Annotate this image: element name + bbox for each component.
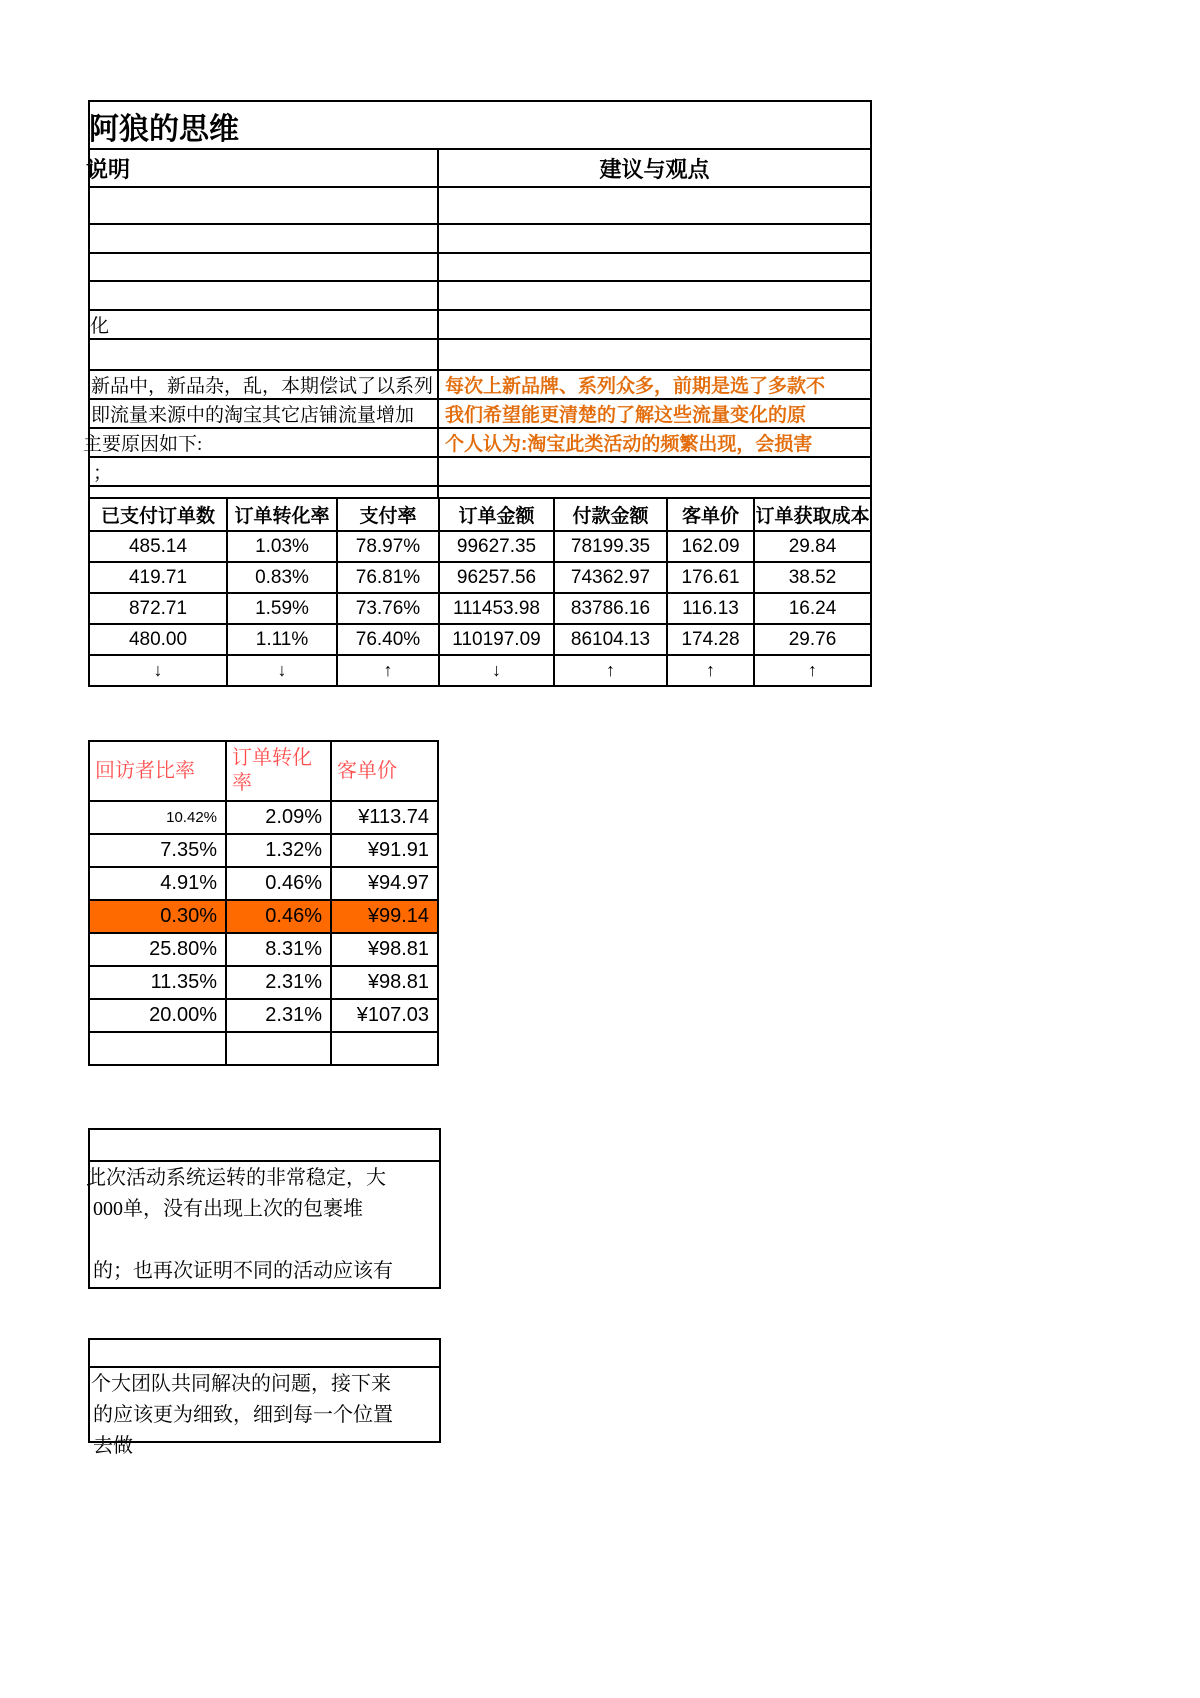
trend-arrow: ↑ [667,655,754,686]
data-cell: ¥107.03 [331,999,438,1032]
trend-arrow: ↓ [227,655,337,686]
trend-row [89,655,871,686]
data-cell: ¥99.14 [331,900,438,933]
page-title [89,101,871,149]
data-cell: 74362.97 [554,562,667,593]
cell [90,1340,439,1368]
title-row [89,101,871,149]
cell [438,253,871,281]
remark-line: 的应该更为细致，细到每一个位置 [93,1404,393,1426]
data-cell: 8.31% [226,933,331,966]
note-left-text: 新品中，新品杂，乱，本期偿试了以系列 [91,376,434,397]
data-cell: 1.32% [226,834,331,867]
col-header: 回访者比率 [89,741,226,801]
note-left-cell [83,428,438,457]
data-cell: 83786.16 [554,593,667,624]
table-row [89,593,871,624]
data-cell: 86104.13 [554,624,667,655]
table-row [89,531,871,562]
clipped-text: 化 [90,316,110,337]
col-header: 客单价 [331,741,438,801]
remark-text: 个大团队共同解决的问题，接下来 [91,1373,391,1395]
cell [90,1130,439,1162]
data-cell: 78.97% [337,531,439,562]
empty-row [89,1032,438,1065]
remark-paragraph [90,1368,439,1457]
data-cell: 76.40% [337,624,439,655]
suggestion-cell: 每次上新品牌、系列众多，前期是选了多款不 [438,370,871,399]
remark-line-clipped: 去做 [93,1435,133,1457]
cell [89,253,438,281]
data-cell: 78199.35 [554,531,667,562]
remark-line-blank [93,1225,439,1256]
remark-line: 的；也再次证明不同的活动应该有 [93,1260,393,1282]
remark-paragraph [86,1162,439,1287]
data-cell: 96257.56 [439,562,554,593]
data-cell: 25.80% [89,933,226,966]
table-row [89,867,438,900]
remark-line: 000单，没有出现上次的包裹堆 [93,1198,363,1220]
cell [89,281,438,310]
cell [438,224,871,253]
data-cell: 29.76 [754,624,871,655]
data-cell: ¥98.81 [331,966,438,999]
table-row [89,999,438,1032]
data-cell: 0.30% [89,900,226,933]
data-cell: 0.46% [226,867,331,900]
cell [89,224,438,253]
data-cell: 38.52 [754,562,871,593]
data-cell: 1.59% [227,593,337,624]
cell [438,339,871,370]
clipped-text-cell [89,310,438,339]
col-header: 订单金额 [439,498,554,531]
remark-line [86,1163,439,1194]
col-header: 订单转化率 [227,498,337,531]
data-cell: 162.09 [667,531,754,562]
cell [89,187,438,224]
data-cell: 99627.35 [439,531,554,562]
section-header-right: 建议与观点 [438,149,871,187]
col-header: 客单价 [667,498,754,531]
data-cell: 485.14 [89,531,227,562]
trend-arrow: ↑ [554,655,667,686]
data-cell: ¥113.74 [331,801,438,834]
cell [89,339,438,370]
comparison-header-row [89,741,438,801]
data-cell: 174.28 [667,624,754,655]
table-row [89,624,871,655]
data-cell: 29.84 [754,531,871,562]
note-row [89,370,871,399]
data-cell: 872.71 [89,593,227,624]
data-cell: ¥91.91 [331,834,438,867]
data-cell: 116.13 [667,593,754,624]
col-header: 支付率 [337,498,439,531]
data-cell: 419.71 [89,562,227,593]
trend-arrow: ↓ [89,655,227,686]
trend-arrow: ↓ [439,655,554,686]
section-header-left [86,149,438,187]
comparison-table [88,740,439,1066]
data-cell: 73.76% [337,593,439,624]
note-row [89,457,871,486]
cell [226,1032,331,1065]
remark-line [93,1369,439,1400]
remark-block-1 [88,1128,441,1289]
section-header-row [89,149,871,187]
data-cell: 7.35% [89,834,226,867]
suggestion-cell: 个人认为:淘宝此类活动的频繁出现，会损害 [438,428,871,457]
note-left-cell: ； [89,457,438,486]
remark-text: 此次活动系统运转的非常稳定，大 [86,1167,386,1189]
data-cell: 4.91% [89,867,226,900]
cell [89,1032,226,1065]
trend-arrow: ↑ [754,655,871,686]
data-cell: ¥98.81 [331,933,438,966]
metrics-header-row [89,498,871,531]
page-title-text: 阿狼的思维 [89,113,239,146]
data-cell: 480.00 [89,624,227,655]
table-row [89,933,438,966]
section-header-left-text: 说明 [86,156,131,182]
note-row [89,428,871,457]
cell [438,310,871,339]
data-cell: 16.24 [754,593,871,624]
cell [438,457,871,486]
col-header: 订单转化率 [226,741,331,801]
data-cell: 20.00% [89,999,226,1032]
data-cell: 76.81% [337,562,439,593]
top-section [83,100,872,504]
table-row [89,562,871,593]
cell [331,1032,438,1065]
note-left-text: 主要原因如下: [83,434,203,455]
table-row [89,801,438,834]
cell [438,187,871,224]
data-cell: 1.11% [227,624,337,655]
remark-block-2 [88,1338,441,1457]
data-cell: 0.83% [227,562,337,593]
trend-arrow: ↑ [337,655,439,686]
data-cell: 11.35% [89,966,226,999]
col-header: 订单获取成本 [754,498,871,531]
data-cell: 2.31% [226,999,331,1032]
cell [438,281,871,310]
data-cell: 10.42% [89,801,226,834]
col-header: 已支付订单数 [89,498,227,531]
note-left-cell [89,370,438,399]
note-left-text: 即流量来源中的淘宝其它店铺流量增加 [91,405,415,426]
data-cell: ¥94.97 [331,867,438,900]
metrics-table [88,497,872,687]
data-cell: 2.31% [226,966,331,999]
data-cell: 2.09% [226,801,331,834]
col-header: 付款金额 [554,498,667,531]
suggestion-cell: 我们希望能更清楚的了解这些流量变化的原 [438,399,871,428]
data-cell: 176.61 [667,562,754,593]
data-cell: 1.03% [227,531,337,562]
note-row [89,399,871,428]
data-cell: 111453.98 [439,593,554,624]
data-cell: 0.46% [226,900,331,933]
data-cell: 110197.09 [439,624,554,655]
table-row [89,966,438,999]
note-left-cell [89,399,438,428]
highlighted-row [89,900,438,933]
table-row [89,834,438,867]
